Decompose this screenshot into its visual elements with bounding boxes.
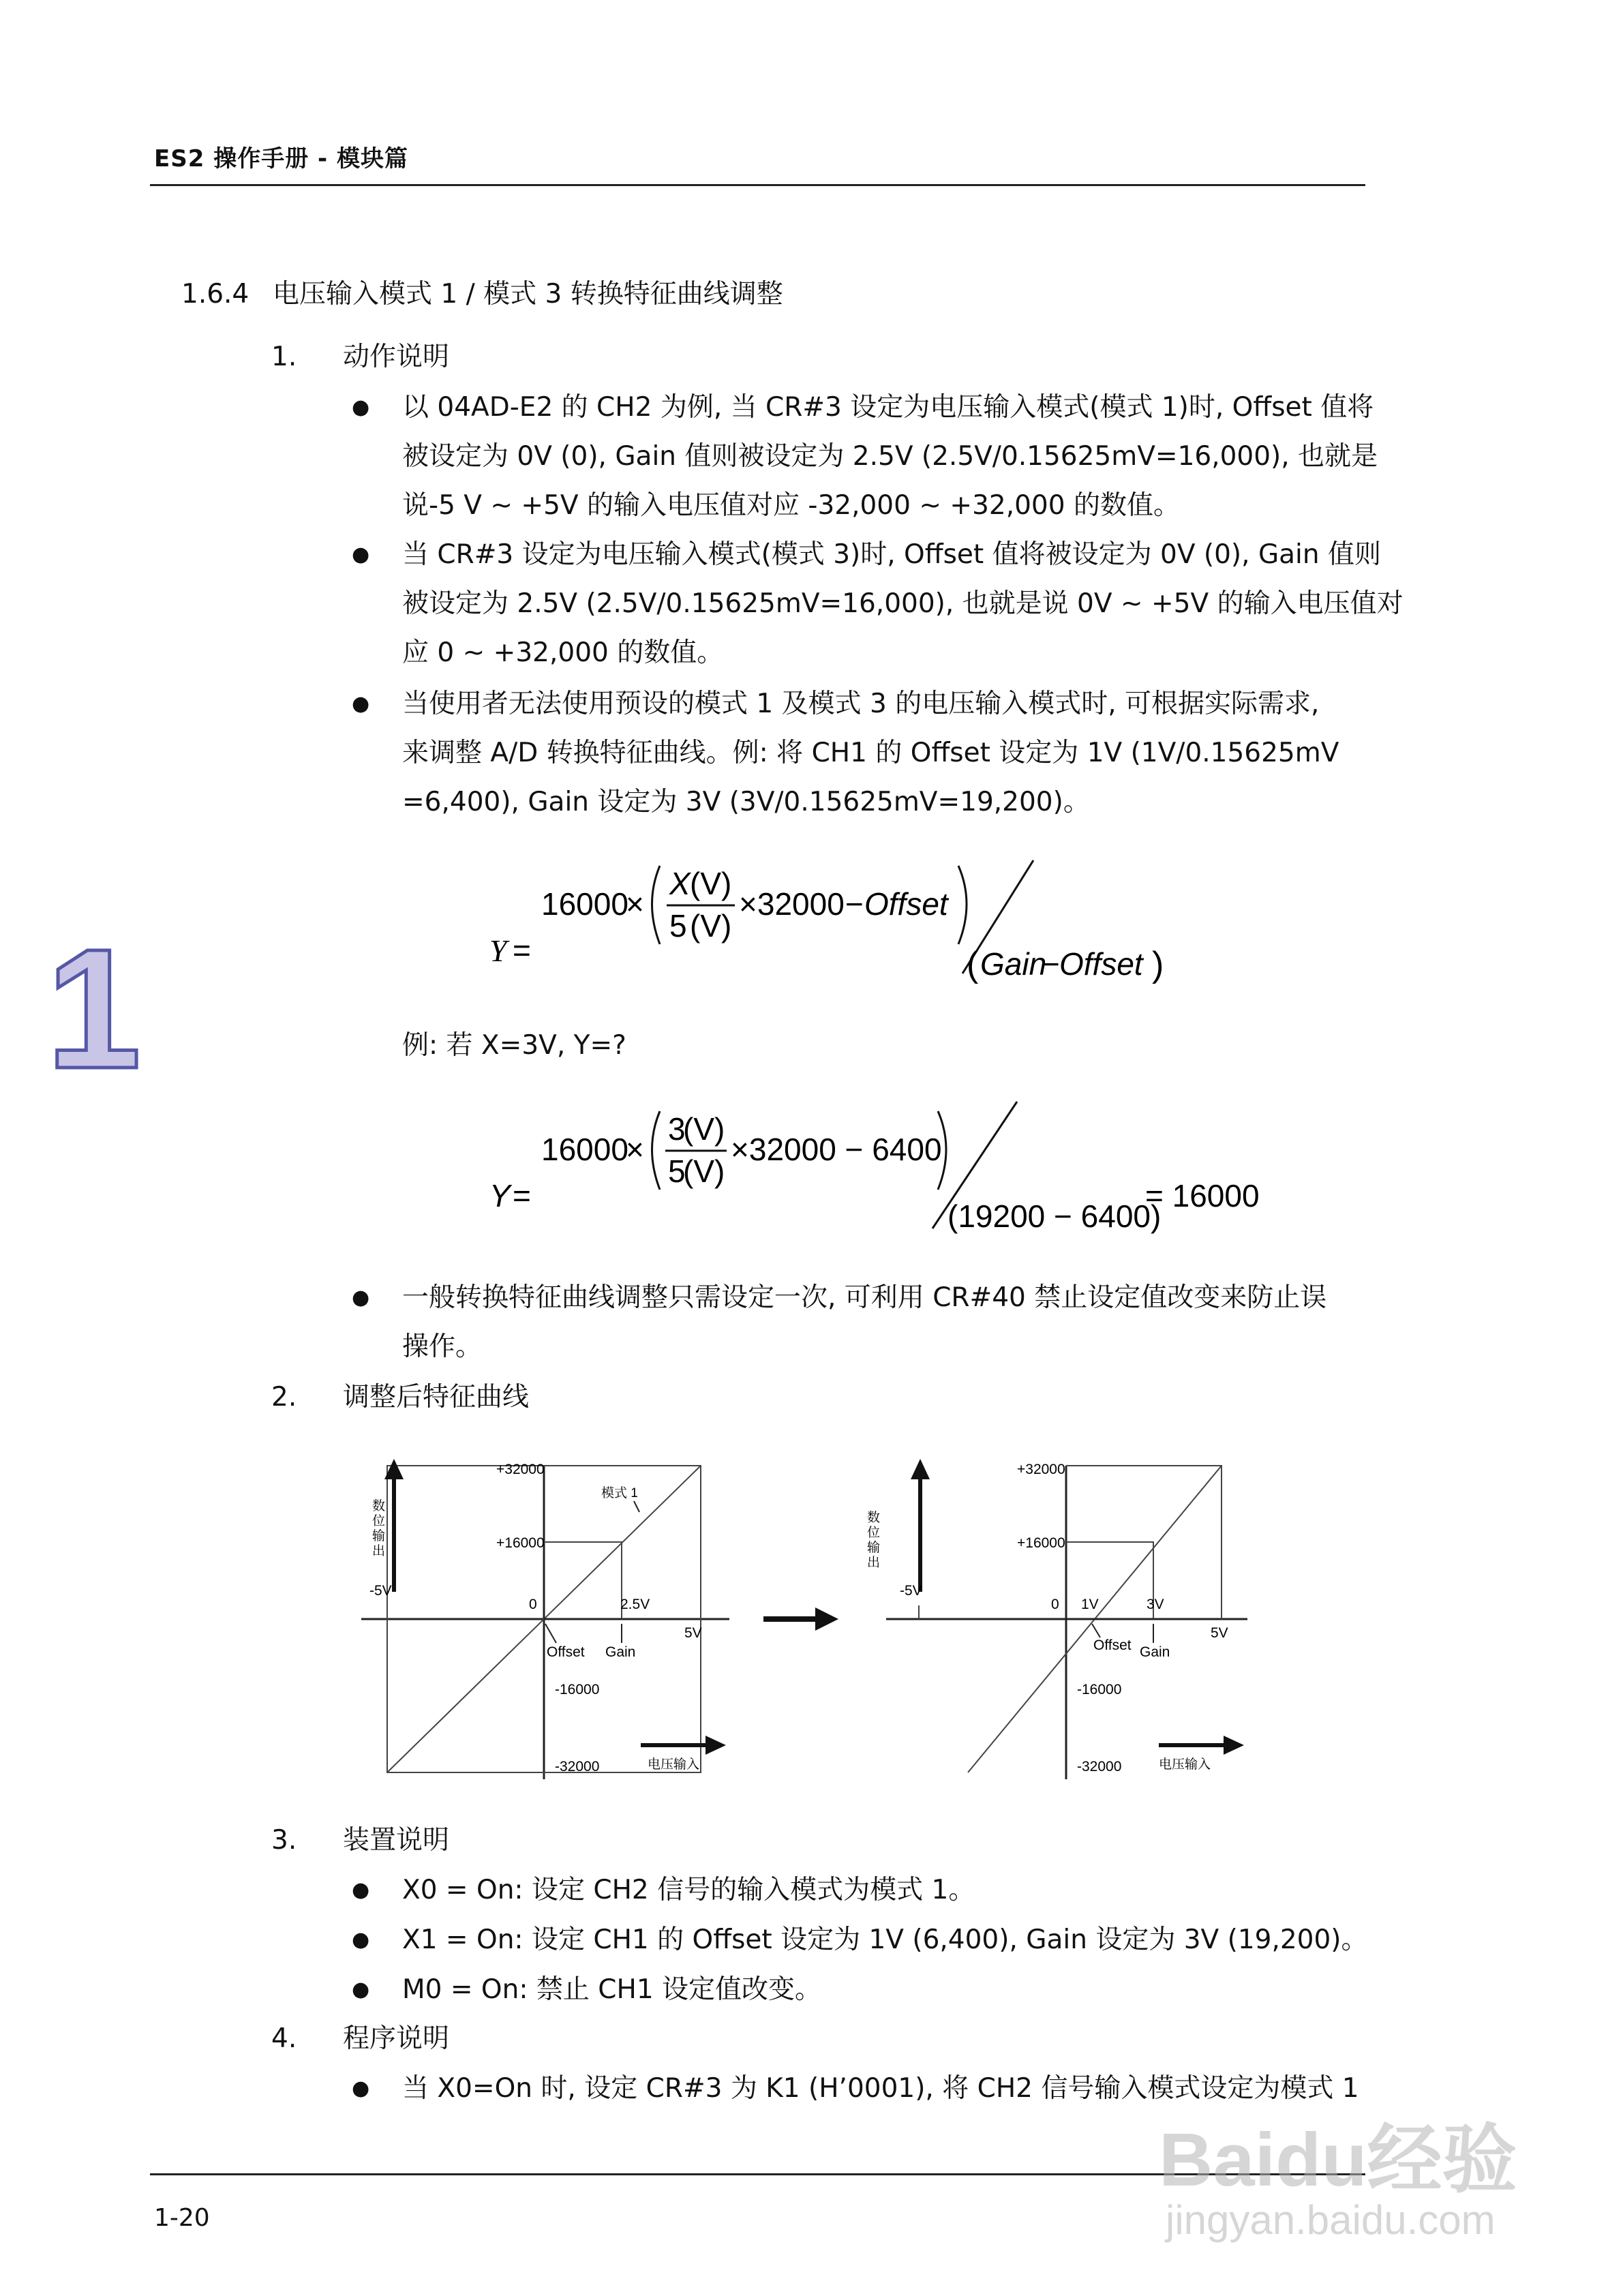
formula-div-minus: − <box>1042 946 1060 982</box>
formula-den-unit: (V) <box>690 908 732 943</box>
formula-general <box>477 852 1227 1009</box>
gain-label: Gain <box>605 1644 636 1660</box>
bullet: ● <box>352 1286 370 1310</box>
item-number: 2. <box>271 1382 297 1413</box>
device-line: X1 = On: 设定 CH1 的 Offset 设定为 1V (6,400), Gain 设定为 3V (19,200)。 <box>402 1924 1368 1955</box>
gain-label: Gain <box>1140 1644 1170 1660</box>
device-line: M0 = On: 禁止 CH1 设定值改变。 <box>402 1974 822 2005</box>
mode-pointer <box>634 1501 639 1512</box>
formula-times: × <box>626 886 644 922</box>
y-bot-label: -32000 <box>555 1759 600 1774</box>
para-line: 当 CR#3 设定为电压输入模式(模式 3)时, Offset 值将被设定为 0V (0), Gain 值则 <box>402 539 1382 570</box>
item-title: 装置说明 <box>343 1825 450 1856</box>
para-line: 一般转换特征曲线调整只需设定一次, 可利用 CR#40 禁止设定值改变来防止误 <box>402 1282 1327 1313</box>
formula-gain: Gain <box>980 946 1047 982</box>
y-axis-char: 输 <box>867 1541 881 1555</box>
page-number: 1-20 <box>154 2204 210 2232</box>
formula2-num-unit: (V) <box>683 1111 725 1147</box>
offset-pointer <box>545 1624 556 1643</box>
para-line: 说-5 V ~ +5V 的输入电压值对应 -32,000 ~ +32,000 的数值。 <box>402 490 1180 521</box>
paren-close <box>958 866 967 944</box>
bullet: ● <box>352 1878 370 1902</box>
formula-den: 5 <box>669 908 687 943</box>
item-number: 4. <box>271 2023 297 2054</box>
item-title: 动作说明 <box>343 342 450 372</box>
bullet: ● <box>352 395 370 419</box>
formula2-result: = 16000 <box>1145 1178 1260 1213</box>
program-line: 当 X0=On 时, 设定 CR#3 为 K1 (H’0001), 将 CH2 信号输入模式设定为模式 1 <box>402 2073 1359 2104</box>
item-title: 程序说明 <box>343 2023 450 2054</box>
formula-k: 16000 <box>541 886 628 922</box>
bullet: ● <box>352 1978 370 2002</box>
formula2-divisor: (19200 − 6400) <box>947 1198 1162 1234</box>
x-axis-label: 电压输入 <box>1159 1757 1211 1772</box>
y-axis-char: 出 <box>867 1556 881 1570</box>
x-max-label: 5V <box>684 1625 702 1641</box>
characteristic-curves <box>354 1445 1295 1786</box>
y-mid-label: +16000 <box>496 1535 545 1551</box>
para-line: =6,400), Gain 设定为 3V (3V/0.15625mV=19,200)。 <box>402 787 1090 817</box>
section-title: 电压输入模式 1 / 模式 3 转换特征曲线调整 <box>273 279 783 309</box>
item-number: 3. <box>271 1825 297 1856</box>
y-axis-char: 出 <box>372 1544 386 1558</box>
y-mid-label: +16000 <box>1017 1535 1065 1551</box>
paren-open <box>652 866 661 944</box>
device-line: X0 = On: 设定 CH2 信号的输入模式为模式 1。 <box>402 1875 975 1905</box>
para-line: 应 0 ~ +32,000 的数值。 <box>402 637 724 668</box>
chart-mode-1 <box>361 1459 729 1779</box>
offset-label: Offset <box>547 1644 585 1660</box>
formula2-den-unit: (V) <box>683 1153 725 1189</box>
y-bot-label: -32000 <box>1077 1759 1122 1774</box>
formula-div-open: ( <box>967 945 979 984</box>
paren2-open <box>652 1111 661 1190</box>
zero-label: 0 <box>529 1597 537 1612</box>
y-axis-char: 位 <box>372 1514 386 1528</box>
para-line: 以 04AD-E2 的 CH2 为例, 当 CR#3 设定为电压输入模式(模式 1)时, Offset 值将 <box>402 392 1374 423</box>
x-neg-label: -5V <box>369 1583 392 1599</box>
para-line: 被设定为 0V (0), Gain 值则被设定为 2.5V (2.5V/0.15625mV=16,000), 也就是 <box>402 441 1378 472</box>
para-line: 被设定为 2.5V (2.5V/0.15625mV=16,000), 也就是说 0V ~ +5V 的输入电压值对 <box>402 588 1404 619</box>
formula-mult: ×32000 <box>739 886 845 922</box>
header-rule <box>150 184 1365 186</box>
formula-minus: − <box>845 886 864 922</box>
watermark-url: jingyan.baidu.com <box>1166 2197 1496 2243</box>
formula2-times: × <box>626 1132 644 1167</box>
watermark-logo: Baidu经验 <box>1159 2118 1517 2202</box>
formula-div-close: ) <box>1152 945 1164 984</box>
chapter-number: 1 <box>46 913 142 1104</box>
y-axis-char: 数 <box>372 1499 386 1513</box>
mode-label: 模式 1 <box>601 1486 638 1500</box>
x-gain-label: 3V <box>1147 1597 1164 1612</box>
offset-label: Offset <box>1093 1637 1132 1653</box>
x-axis-label: 电压输入 <box>648 1757 700 1772</box>
x-gain-label: 2.5V <box>620 1597 650 1612</box>
x-arrow-head <box>1224 1736 1244 1755</box>
para-line: 当使用者无法使用预设的模式 1 及模式 3 的电压输入模式时, 可根据实际需求, <box>402 689 1320 719</box>
formula-div-offset: Offset <box>1059 946 1143 982</box>
y-neg-mid-label: -16000 <box>555 1682 600 1697</box>
formula-y: Y <box>489 933 507 968</box>
formula-eq: = <box>513 933 531 968</box>
chart-adjusted <box>867 1459 1247 1779</box>
bullet: ● <box>352 692 370 716</box>
formula-num-unit: (V) <box>690 866 732 901</box>
formula-general-svg <box>477 852 1227 1009</box>
offset-pointer <box>1092 1624 1100 1637</box>
x-offset-label: 1V <box>1081 1597 1099 1612</box>
x-arrow-head <box>706 1736 726 1755</box>
gain-guide <box>1066 1542 1153 1619</box>
formula2-k: 16000 <box>541 1132 628 1167</box>
curves-svg <box>354 1445 1295 1786</box>
example-question: 例: 若 X=3V, Y=? <box>402 1030 626 1061</box>
transition-arrow <box>763 1607 838 1631</box>
formula-num: X <box>669 866 691 901</box>
formula-example <box>477 1098 1295 1248</box>
bullet: ● <box>352 1928 370 1952</box>
y-axis-char: 数 <box>867 1511 881 1525</box>
x-neg-label: -5V <box>900 1583 922 1599</box>
item-title: 调整后特征曲线 <box>343 1382 530 1413</box>
formula-offset: Offset <box>864 886 948 922</box>
para-line: 操作。 <box>402 1331 483 1362</box>
formula-example-svg <box>477 1098 1295 1248</box>
x-max-label: 5V <box>1211 1625 1228 1641</box>
y-top-label: +32000 <box>496 1462 545 1477</box>
y-arrow-head <box>911 1459 930 1479</box>
zero-label: 0 <box>1051 1597 1059 1612</box>
y-axis-char: 位 <box>867 1526 881 1540</box>
section-number: 1.6.4 <box>181 279 249 309</box>
formula2-eq: = <box>513 1178 531 1213</box>
y-neg-mid-label: -16000 <box>1077 1682 1122 1697</box>
running-header: ES2 操作手册 - 模块篇 <box>154 145 408 172</box>
y-top-label: +32000 <box>1017 1462 1065 1477</box>
formula2-num: 3 <box>668 1111 686 1147</box>
bullet: ● <box>352 2076 370 2100</box>
y-axis-char: 输 <box>372 1529 386 1543</box>
formula2-den: 5 <box>668 1153 686 1189</box>
item-number: 1. <box>271 342 297 372</box>
bullet: ● <box>352 543 370 567</box>
para-line: 来调整 A/D 转换特征曲线。例: 将 CH1 的 Offset 设定为 1V (1V/0.15625mV <box>402 738 1339 768</box>
formula2-y: Y <box>489 1178 511 1213</box>
formula2-tail: ×32000 − 6400 <box>731 1132 942 1167</box>
